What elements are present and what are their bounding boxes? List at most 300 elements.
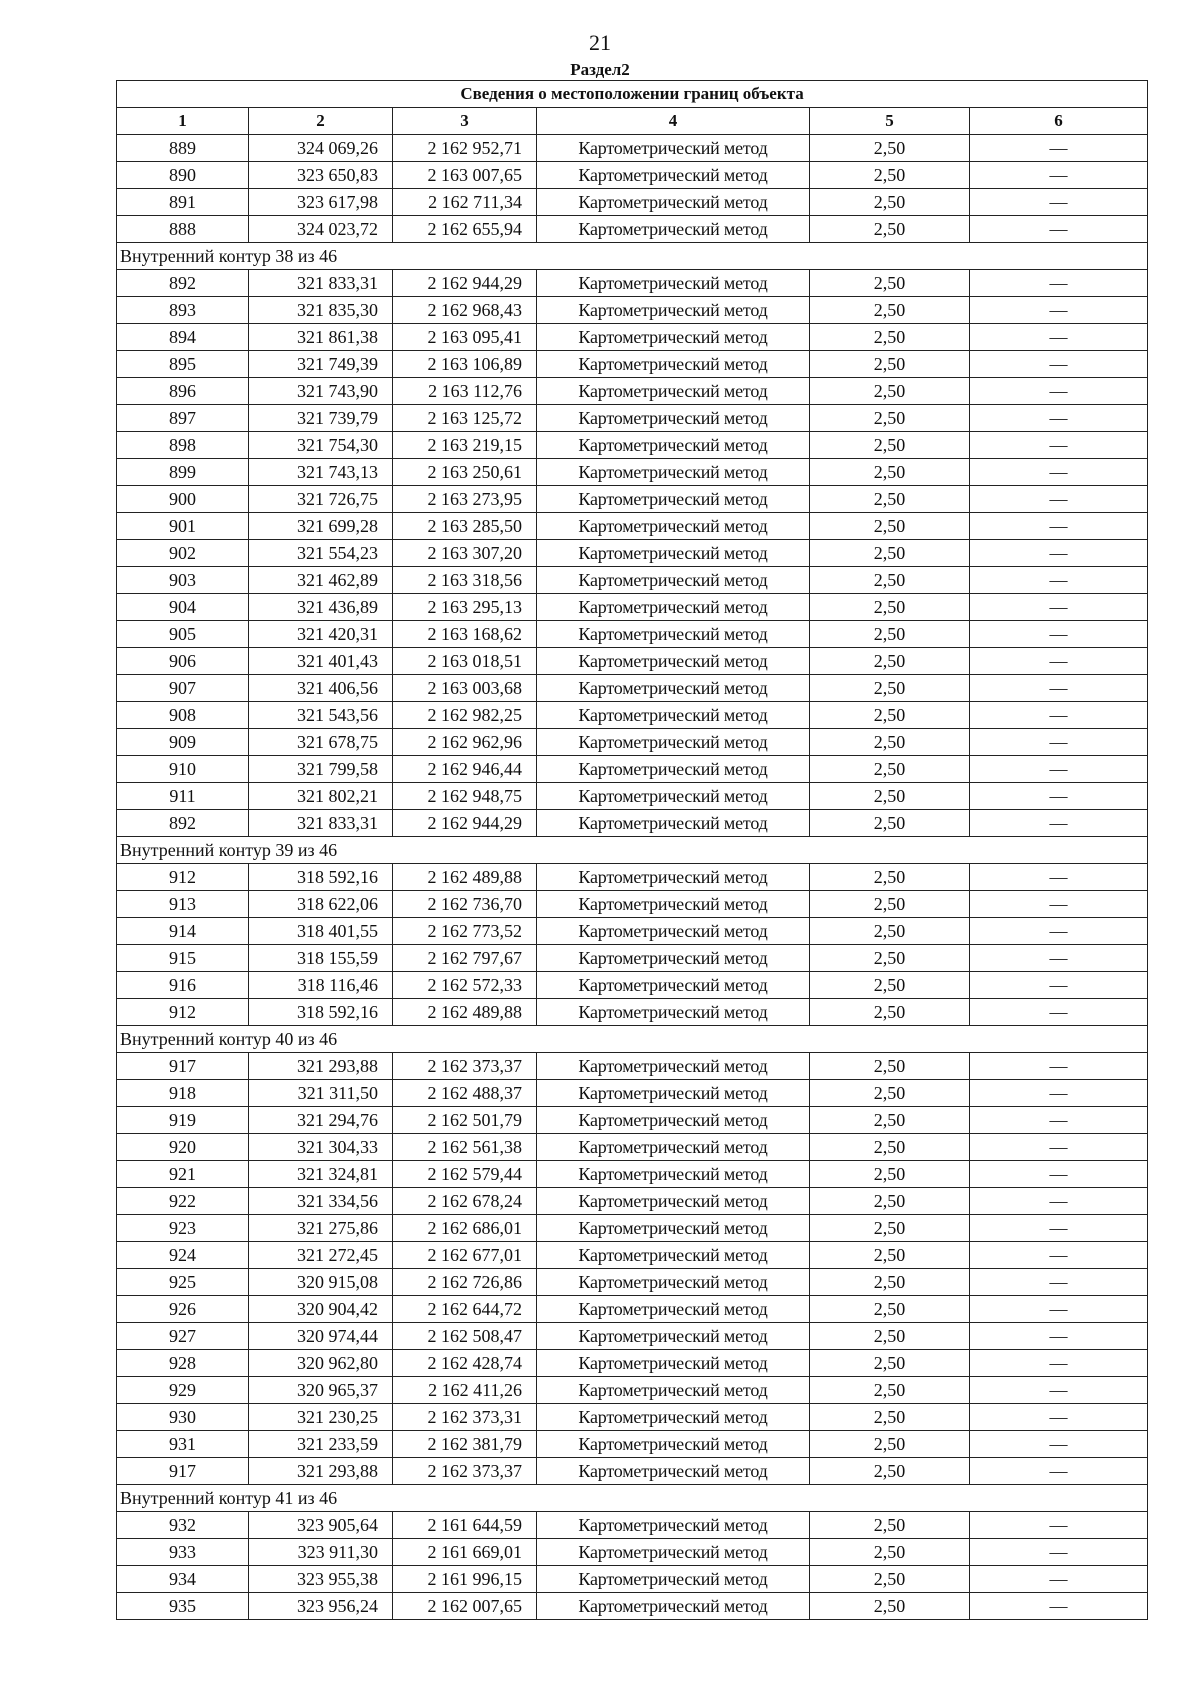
table-row — [117, 216, 1148, 243]
contour-row — [117, 1485, 1148, 1512]
table-row — [117, 918, 1148, 945]
description-cell: — — [970, 216, 1148, 243]
table-row — [117, 135, 1148, 162]
description-cell: — — [970, 1593, 1148, 1620]
table-row — [117, 891, 1148, 918]
column-header: 2 — [249, 108, 393, 135]
x-coordinate-cell: 320 904,42 — [249, 1296, 393, 1323]
accuracy-cell: 2,50 — [810, 1107, 970, 1134]
method-cell: Картометрический метод — [537, 675, 810, 702]
table-row — [117, 1323, 1148, 1350]
accuracy-cell: 2,50 — [810, 189, 970, 216]
contour-row — [117, 1026, 1148, 1053]
x-coordinate-cell: 318 116,46 — [249, 972, 393, 999]
x-coordinate-cell: 321 272,45 — [249, 1242, 393, 1269]
column-header: 1 — [117, 108, 249, 135]
point-number-cell: 897 — [117, 405, 249, 432]
table-row — [117, 810, 1148, 837]
table-row — [117, 1053, 1148, 1080]
y-coordinate-cell: 2 163 318,56 — [393, 567, 537, 594]
table-row — [117, 1377, 1148, 1404]
method-cell: Картометрический метод — [537, 891, 810, 918]
y-coordinate-cell: 2 162 579,44 — [393, 1161, 537, 1188]
method-cell: Картометрический метод — [537, 216, 810, 243]
x-coordinate-cell: 320 974,44 — [249, 1323, 393, 1350]
method-cell: Картометрический метод — [537, 918, 810, 945]
method-cell: Картометрический метод — [537, 189, 810, 216]
accuracy-cell: 2,50 — [810, 162, 970, 189]
description-cell: — — [970, 1215, 1148, 1242]
y-coordinate-cell: 2 163 219,15 — [393, 432, 537, 459]
y-coordinate-cell: 2 162 944,29 — [393, 810, 537, 837]
description-cell: — — [970, 378, 1148, 405]
x-coordinate-cell: 321 835,30 — [249, 297, 393, 324]
accuracy-cell: 2,50 — [810, 1431, 970, 1458]
description-cell: — — [970, 1512, 1148, 1539]
method-cell: Картометрический метод — [537, 1053, 810, 1080]
description-cell: — — [970, 405, 1148, 432]
description-cell: — — [970, 432, 1148, 459]
x-coordinate-cell: 321 554,23 — [249, 540, 393, 567]
accuracy-cell: 2,50 — [810, 540, 970, 567]
point-number-cell: 896 — [117, 378, 249, 405]
column-header: 6 — [970, 108, 1148, 135]
method-cell: Картометрический метод — [537, 729, 810, 756]
accuracy-cell: 2,50 — [810, 513, 970, 540]
y-coordinate-cell: 2 161 669,01 — [393, 1539, 537, 1566]
y-coordinate-cell: 2 162 797,67 — [393, 945, 537, 972]
method-cell: Картометрический метод — [537, 1377, 810, 1404]
accuracy-cell: 2,50 — [810, 1161, 970, 1188]
y-coordinate-cell: 2 162 677,01 — [393, 1242, 537, 1269]
table-row — [117, 675, 1148, 702]
y-coordinate-cell: 2 162 561,38 — [393, 1134, 537, 1161]
boundary-coordinates-table — [116, 80, 1148, 1620]
accuracy-cell: 2,50 — [810, 1134, 970, 1161]
x-coordinate-cell: 321 726,75 — [249, 486, 393, 513]
table-row — [117, 324, 1148, 351]
point-number-cell: 888 — [117, 216, 249, 243]
point-number-cell: 915 — [117, 945, 249, 972]
point-number-cell: 916 — [117, 972, 249, 999]
accuracy-cell: 2,50 — [810, 864, 970, 891]
contour-row — [117, 243, 1148, 270]
table-row — [117, 756, 1148, 783]
description-cell: — — [970, 1188, 1148, 1215]
point-number-cell: 907 — [117, 675, 249, 702]
point-number-cell: 895 — [117, 351, 249, 378]
accuracy-cell: 2,50 — [810, 324, 970, 351]
accuracy-cell: 2,50 — [810, 1566, 970, 1593]
y-coordinate-cell: 2 163 168,62 — [393, 621, 537, 648]
x-coordinate-cell: 321 833,31 — [249, 270, 393, 297]
table-row — [117, 945, 1148, 972]
method-cell: Картометрический метод — [537, 783, 810, 810]
method-cell: Картометрический метод — [537, 351, 810, 378]
point-number-cell: 893 — [117, 297, 249, 324]
y-coordinate-cell: 2 162 678,24 — [393, 1188, 537, 1215]
x-coordinate-cell: 321 436,89 — [249, 594, 393, 621]
y-coordinate-cell: 2 163 295,13 — [393, 594, 537, 621]
method-cell: Картометрический метод — [537, 621, 810, 648]
table-row — [117, 594, 1148, 621]
y-coordinate-cell: 2 162 773,52 — [393, 918, 537, 945]
method-cell: Картометрический метод — [537, 1323, 810, 1350]
accuracy-cell: 2,50 — [810, 1377, 970, 1404]
description-cell: — — [970, 1242, 1148, 1269]
method-cell: Картометрический метод — [537, 1512, 810, 1539]
table-row — [117, 432, 1148, 459]
x-coordinate-cell: 318 401,55 — [249, 918, 393, 945]
table-row — [117, 1404, 1148, 1431]
x-coordinate-cell: 321 233,59 — [249, 1431, 393, 1458]
accuracy-cell: 2,50 — [810, 621, 970, 648]
point-number-cell: 934 — [117, 1566, 249, 1593]
table-row — [117, 1593, 1148, 1620]
y-coordinate-cell: 2 161 644,59 — [393, 1512, 537, 1539]
accuracy-cell: 2,50 — [810, 918, 970, 945]
x-coordinate-cell: 321 401,43 — [249, 648, 393, 675]
y-coordinate-cell: 2 163 112,76 — [393, 378, 537, 405]
x-coordinate-cell: 321 294,76 — [249, 1107, 393, 1134]
method-cell: Картометрический метод — [537, 1080, 810, 1107]
table-row — [117, 1107, 1148, 1134]
method-cell: Картометрический метод — [537, 1242, 810, 1269]
description-cell: — — [970, 648, 1148, 675]
accuracy-cell: 2,50 — [810, 1053, 970, 1080]
x-coordinate-cell: 323 956,24 — [249, 1593, 393, 1620]
table-row — [117, 1539, 1148, 1566]
accuracy-cell: 2,50 — [810, 648, 970, 675]
x-coordinate-cell: 321 462,89 — [249, 567, 393, 594]
table-row — [117, 1350, 1148, 1377]
description-cell: — — [970, 729, 1148, 756]
x-coordinate-cell: 321 304,33 — [249, 1134, 393, 1161]
accuracy-cell: 2,50 — [810, 1350, 970, 1377]
point-number-cell: 913 — [117, 891, 249, 918]
description-cell: — — [970, 756, 1148, 783]
y-coordinate-cell: 2 162 946,44 — [393, 756, 537, 783]
y-coordinate-cell: 2 162 968,43 — [393, 297, 537, 324]
y-coordinate-cell: 2 162 508,47 — [393, 1323, 537, 1350]
point-number-cell: 903 — [117, 567, 249, 594]
method-cell: Картометрический метод — [537, 864, 810, 891]
x-coordinate-cell: 321 833,31 — [249, 810, 393, 837]
method-cell: Картометрический метод — [537, 999, 810, 1026]
table-row — [117, 297, 1148, 324]
table-row — [117, 1566, 1148, 1593]
point-number-cell: 906 — [117, 648, 249, 675]
description-cell: — — [970, 621, 1148, 648]
point-number-cell: 908 — [117, 702, 249, 729]
x-coordinate-cell: 324 069,26 — [249, 135, 393, 162]
page-number: 21 — [589, 30, 611, 55]
y-coordinate-cell: 2 162 572,33 — [393, 972, 537, 999]
description-cell: — — [970, 567, 1148, 594]
x-coordinate-cell: 321 230,25 — [249, 1404, 393, 1431]
accuracy-cell: 2,50 — [810, 1269, 970, 1296]
accuracy-cell: 2,50 — [810, 459, 970, 486]
point-number-cell: 920 — [117, 1134, 249, 1161]
description-cell: — — [970, 1377, 1148, 1404]
method-cell: Картометрический метод — [537, 513, 810, 540]
method-cell: Картометрический метод — [537, 1431, 810, 1458]
method-cell: Картометрический метод — [537, 1593, 810, 1620]
table-row — [117, 513, 1148, 540]
table-row — [117, 378, 1148, 405]
table-row — [117, 540, 1148, 567]
accuracy-cell: 2,50 — [810, 1512, 970, 1539]
method-cell: Картометрический метод — [537, 567, 810, 594]
accuracy-cell: 2,50 — [810, 432, 970, 459]
y-coordinate-cell: 2 163 285,50 — [393, 513, 537, 540]
method-cell: Картометрический метод — [537, 1458, 810, 1485]
column-header-row — [117, 108, 1148, 135]
table-row — [117, 351, 1148, 378]
x-coordinate-cell: 321 754,30 — [249, 432, 393, 459]
table-row — [117, 1242, 1148, 1269]
accuracy-cell: 2,50 — [810, 1296, 970, 1323]
point-number-cell: 898 — [117, 432, 249, 459]
method-cell: Картометрический метод — [537, 648, 810, 675]
method-cell: Картометрический метод — [537, 1188, 810, 1215]
accuracy-cell: 2,50 — [810, 1593, 970, 1620]
point-number-cell: 917 — [117, 1458, 249, 1485]
method-cell: Картометрический метод — [537, 1134, 810, 1161]
accuracy-cell: 2,50 — [810, 405, 970, 432]
table-row — [117, 1458, 1148, 1485]
method-cell: Картометрический метод — [537, 1269, 810, 1296]
method-cell: Картометрический метод — [537, 270, 810, 297]
table-row — [117, 486, 1148, 513]
point-number-cell: 910 — [117, 756, 249, 783]
column-header: 3 — [393, 108, 537, 135]
point-number-cell: 928 — [117, 1350, 249, 1377]
y-coordinate-cell: 2 163 018,51 — [393, 648, 537, 675]
x-coordinate-cell: 321 861,38 — [249, 324, 393, 351]
description-cell: — — [970, 1566, 1148, 1593]
point-number-cell: 929 — [117, 1377, 249, 1404]
y-coordinate-cell: 2 163 007,65 — [393, 162, 537, 189]
method-cell: Картометрический метод — [537, 486, 810, 513]
point-number-cell: 933 — [117, 1539, 249, 1566]
point-number-cell: 901 — [117, 513, 249, 540]
point-number-cell: 911 — [117, 783, 249, 810]
x-coordinate-cell: 323 911,30 — [249, 1539, 393, 1566]
point-number-cell: 902 — [117, 540, 249, 567]
description-cell: — — [970, 486, 1148, 513]
y-coordinate-cell: 2 162 489,88 — [393, 864, 537, 891]
table-row — [117, 1269, 1148, 1296]
accuracy-cell: 2,50 — [810, 135, 970, 162]
description-cell: — — [970, 1107, 1148, 1134]
x-coordinate-cell: 324 023,72 — [249, 216, 393, 243]
description-cell: — — [970, 594, 1148, 621]
x-coordinate-cell: 323 617,98 — [249, 189, 393, 216]
accuracy-cell: 2,50 — [810, 810, 970, 837]
accuracy-cell: 2,50 — [810, 783, 970, 810]
y-coordinate-cell: 2 162 381,79 — [393, 1431, 537, 1458]
accuracy-cell: 2,50 — [810, 972, 970, 999]
table-row — [117, 648, 1148, 675]
table-caption: Сведения о местоположении границ объекта — [117, 81, 1148, 108]
table-row — [117, 783, 1148, 810]
description-cell: — — [970, 324, 1148, 351]
table-row — [117, 729, 1148, 756]
point-number-cell: 892 — [117, 270, 249, 297]
y-coordinate-cell: 2 162 489,88 — [393, 999, 537, 1026]
description-cell: — — [970, 1539, 1148, 1566]
y-coordinate-cell: 2 162 644,72 — [393, 1296, 537, 1323]
description-cell: — — [970, 297, 1148, 324]
description-cell: — — [970, 1161, 1148, 1188]
description-cell: — — [970, 702, 1148, 729]
method-cell: Картометрический метод — [537, 459, 810, 486]
description-cell: — — [970, 1458, 1148, 1485]
table-row — [117, 459, 1148, 486]
y-coordinate-cell: 2 162 655,94 — [393, 216, 537, 243]
y-coordinate-cell: 2 163 106,89 — [393, 351, 537, 378]
x-coordinate-cell: 320 915,08 — [249, 1269, 393, 1296]
accuracy-cell: 2,50 — [810, 1080, 970, 1107]
y-coordinate-cell: 2 163 095,41 — [393, 324, 537, 351]
point-number-cell: 917 — [117, 1053, 249, 1080]
x-coordinate-cell: 321 293,88 — [249, 1053, 393, 1080]
x-coordinate-cell: 320 962,80 — [249, 1350, 393, 1377]
x-coordinate-cell: 318 592,16 — [249, 999, 393, 1026]
x-coordinate-cell: 321 311,50 — [249, 1080, 393, 1107]
y-coordinate-cell: 2 162 962,96 — [393, 729, 537, 756]
table-row — [117, 1512, 1148, 1539]
point-number-cell: 921 — [117, 1161, 249, 1188]
y-coordinate-cell: 2 162 411,26 — [393, 1377, 537, 1404]
x-coordinate-cell: 321 699,28 — [249, 513, 393, 540]
y-coordinate-cell: 2 162 428,74 — [393, 1350, 537, 1377]
description-cell: — — [970, 1350, 1148, 1377]
table-row — [117, 270, 1148, 297]
table-row — [117, 621, 1148, 648]
point-number-cell: 900 — [117, 486, 249, 513]
table-row — [117, 1161, 1148, 1188]
contour-label: Внутренний контур 38 из 46 — [117, 243, 1148, 270]
x-coordinate-cell: 321 293,88 — [249, 1458, 393, 1485]
description-cell: — — [970, 891, 1148, 918]
column-header: 4 — [537, 108, 810, 135]
point-number-cell: 890 — [117, 162, 249, 189]
table-row — [117, 189, 1148, 216]
point-number-cell: 904 — [117, 594, 249, 621]
description-cell: — — [970, 162, 1148, 189]
y-coordinate-cell: 2 162 736,70 — [393, 891, 537, 918]
accuracy-cell: 2,50 — [810, 1458, 970, 1485]
description-cell: — — [970, 810, 1148, 837]
description-cell: — — [970, 351, 1148, 378]
x-coordinate-cell: 321 275,86 — [249, 1215, 393, 1242]
table-row — [117, 999, 1148, 1026]
point-number-cell: 899 — [117, 459, 249, 486]
accuracy-cell: 2,50 — [810, 945, 970, 972]
accuracy-cell: 2,50 — [810, 1404, 970, 1431]
y-coordinate-cell: 2 162 373,37 — [393, 1053, 537, 1080]
method-cell: Картометрический метод — [537, 1404, 810, 1431]
accuracy-cell: 2,50 — [810, 1323, 970, 1350]
table-row — [117, 1080, 1148, 1107]
accuracy-cell: 2,50 — [810, 999, 970, 1026]
description-cell: — — [970, 459, 1148, 486]
point-number-cell: 914 — [117, 918, 249, 945]
accuracy-cell: 2,50 — [810, 756, 970, 783]
table-row — [117, 972, 1148, 999]
point-number-cell: 922 — [117, 1188, 249, 1215]
point-number-cell: 926 — [117, 1296, 249, 1323]
y-coordinate-cell: 2 162 007,65 — [393, 1593, 537, 1620]
accuracy-cell: 2,50 — [810, 486, 970, 513]
table-row — [117, 405, 1148, 432]
method-cell: Картометрический метод — [537, 1350, 810, 1377]
x-coordinate-cell: 323 905,64 — [249, 1512, 393, 1539]
table-row — [117, 1431, 1148, 1458]
y-coordinate-cell: 2 162 944,29 — [393, 270, 537, 297]
description-cell: — — [970, 513, 1148, 540]
x-coordinate-cell: 321 802,21 — [249, 783, 393, 810]
accuracy-cell: 2,50 — [810, 729, 970, 756]
method-cell: Картометрический метод — [537, 1107, 810, 1134]
y-coordinate-cell: 2 162 488,37 — [393, 1080, 537, 1107]
contour-row — [117, 837, 1148, 864]
point-number-cell: 912 — [117, 864, 249, 891]
y-coordinate-cell: 2 162 948,75 — [393, 783, 537, 810]
accuracy-cell: 2,50 — [810, 297, 970, 324]
x-coordinate-cell: 318 155,59 — [249, 945, 393, 972]
method-cell: Картометрический метод — [537, 1539, 810, 1566]
accuracy-cell: 2,50 — [810, 270, 970, 297]
y-coordinate-cell: 2 163 307,20 — [393, 540, 537, 567]
description-cell: — — [970, 1269, 1148, 1296]
method-cell: Картометрический метод — [537, 432, 810, 459]
method-cell: Картометрический метод — [537, 945, 810, 972]
method-cell: Картометрический метод — [537, 756, 810, 783]
table-row — [117, 567, 1148, 594]
x-coordinate-cell: 323 650,83 — [249, 162, 393, 189]
x-coordinate-cell: 321 799,58 — [249, 756, 393, 783]
point-number-cell: 927 — [117, 1323, 249, 1350]
y-coordinate-cell: 2 163 250,61 — [393, 459, 537, 486]
accuracy-cell: 2,50 — [810, 216, 970, 243]
description-cell: — — [970, 1296, 1148, 1323]
x-coordinate-cell: 321 324,81 — [249, 1161, 393, 1188]
description-cell: — — [970, 972, 1148, 999]
method-cell: Картометрический метод — [537, 540, 810, 567]
contour-label: Внутренний контур 39 из 46 — [117, 837, 1148, 864]
y-coordinate-cell: 2 163 273,95 — [393, 486, 537, 513]
point-number-cell: 909 — [117, 729, 249, 756]
description-cell: — — [970, 1134, 1148, 1161]
point-number-cell: 918 — [117, 1080, 249, 1107]
point-number-cell: 919 — [117, 1107, 249, 1134]
point-number-cell: 905 — [117, 621, 249, 648]
method-cell: Картометрический метод — [537, 1566, 810, 1593]
method-cell: Картометрический метод — [537, 297, 810, 324]
accuracy-cell: 2,50 — [810, 567, 970, 594]
y-coordinate-cell: 2 162 726,86 — [393, 1269, 537, 1296]
method-cell: Картометрический метод — [537, 378, 810, 405]
accuracy-cell: 2,50 — [810, 1215, 970, 1242]
description-cell: — — [970, 1431, 1148, 1458]
x-coordinate-cell: 321 743,13 — [249, 459, 393, 486]
method-cell: Картометрический метод — [537, 1296, 810, 1323]
point-number-cell: 889 — [117, 135, 249, 162]
y-coordinate-cell: 2 162 373,37 — [393, 1458, 537, 1485]
